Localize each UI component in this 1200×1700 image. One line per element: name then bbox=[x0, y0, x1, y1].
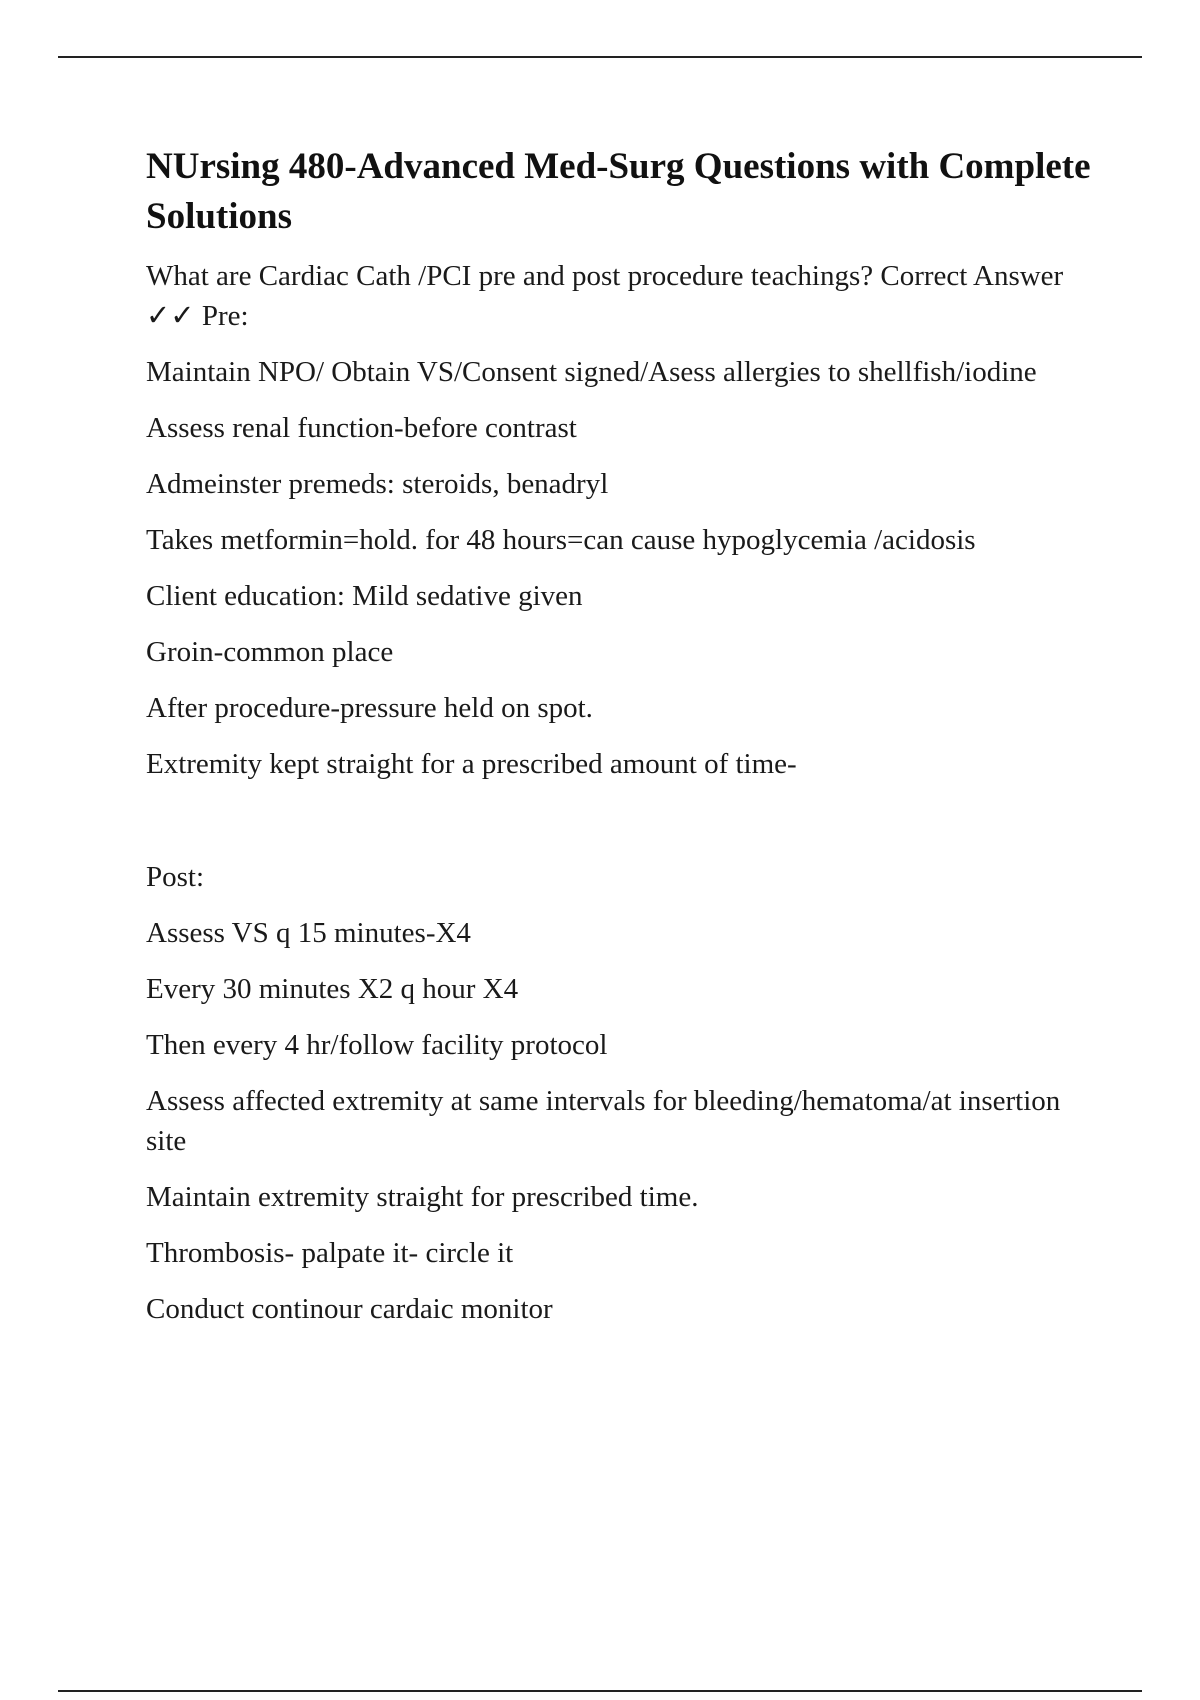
pre-item: Client education: Mild sedative given bbox=[146, 580, 583, 612]
post-item: Then every 4 hr/follow facility protocol bbox=[146, 1029, 608, 1061]
post-item: Assess VS q 15 minutes-X4 bbox=[146, 917, 471, 949]
pre-item: After procedure-pressure held on spot. bbox=[146, 692, 593, 724]
section-spacer bbox=[146, 800, 1106, 857]
pre-item: Assess renal function-before contrast bbox=[146, 412, 577, 444]
post-item: Every 30 minutes X2 q hour X4 bbox=[146, 973, 519, 1005]
pre-item: Extremity kept straight for a prescribed amount of time- bbox=[146, 748, 797, 780]
pre-item: Maintain NPO/ Obtain VS/Consent signed/Asess allergies to shellfish/iodine bbox=[146, 356, 1037, 388]
post-heading: Post: bbox=[146, 861, 205, 893]
pre-item: Admeinster premeds: steroids, benadryl bbox=[146, 468, 609, 500]
question-paragraph: What are Cardiac Cath /PCI pre and post procedure teachings? Correct Answer ✓✓ Pre: bbox=[146, 260, 1064, 332]
document-body bbox=[146, 142, 1106, 1345]
post-item: Maintain extremity straight for prescribed time. bbox=[146, 1181, 699, 1213]
page-bottom-rule bbox=[58, 1690, 1142, 1692]
page-top-rule bbox=[58, 56, 1142, 58]
post-item: Assess affected extremity at same intervals for bleeding/hematoma/at insertion site bbox=[146, 1085, 1061, 1157]
document-title: NUrsing 480-Advanced Med-Surg Questions with Complete Solutions bbox=[146, 146, 1091, 237]
post-item: Thrombosis- palpate it- circle it bbox=[146, 1237, 514, 1269]
pre-item: Takes metformin=hold. for 48 hours=can cause hypoglycemia /acidosis bbox=[146, 524, 976, 556]
pre-item: Groin-common place bbox=[146, 636, 394, 668]
post-item: Conduct continour cardaic monitor bbox=[146, 1293, 553, 1325]
